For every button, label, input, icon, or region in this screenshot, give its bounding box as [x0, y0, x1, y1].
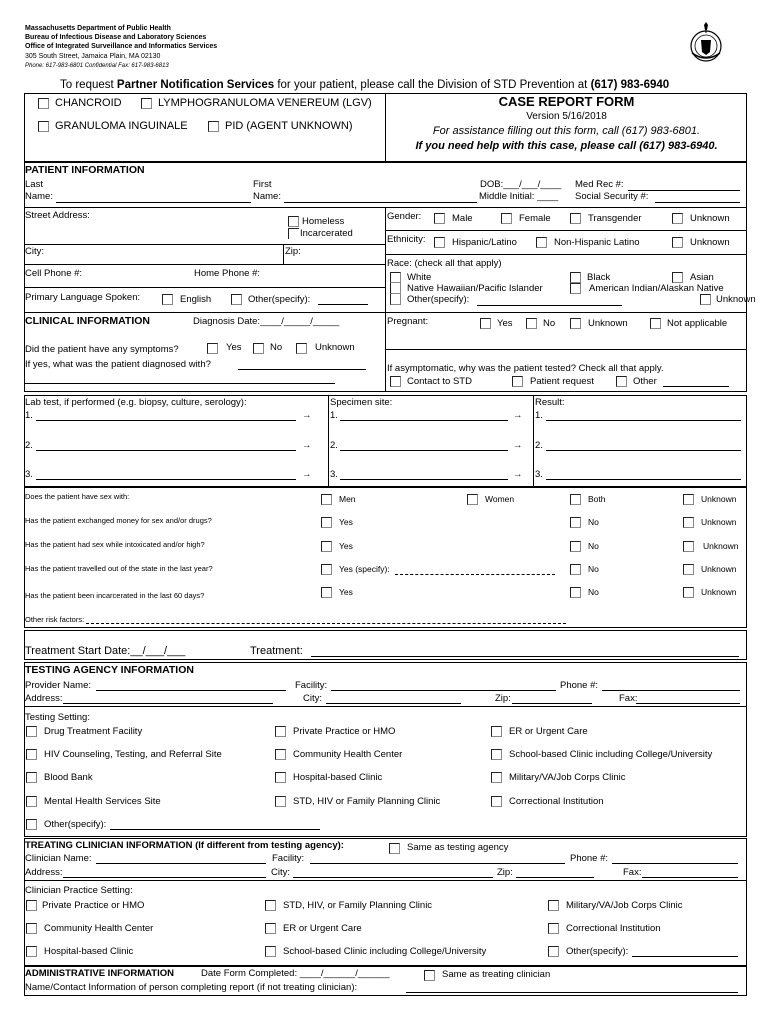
date-completed-field[interactable]: Date Form Completed: ____/______/______ — [201, 968, 390, 979]
clinic-correctional-checkbox[interactable] — [548, 923, 559, 934]
symptoms-yes-label: Yes — [226, 342, 242, 353]
symptoms-no-checkbox[interactable] — [253, 343, 264, 354]
clinician-city-field[interactable] — [293, 877, 493, 878]
agency-zip-field[interactable] — [512, 703, 592, 704]
asian-label: Asian — [690, 272, 714, 283]
setting-school-label: School-based Clinic including College/University — [509, 749, 713, 760]
gender-male-checkbox[interactable] — [434, 213, 445, 224]
clinician-zip-label: Zip: — [497, 867, 513, 878]
med-rec-label: Med Rec #: — [575, 179, 624, 190]
cell-phone-label: Cell Phone #: — [25, 268, 83, 279]
setting-blood-bank-checkbox[interactable] — [26, 772, 37, 783]
sex-unknown-label: Unknown — [701, 494, 737, 504]
clinic-school-label: School-based Clinic including College/University — [283, 946, 487, 957]
granuloma-inguinale-checkbox[interactable] — [38, 121, 49, 132]
setting-hospital-checkbox[interactable] — [275, 772, 286, 783]
incarcerated-unknown-label: Unknown — [701, 587, 737, 597]
english-checkbox[interactable] — [162, 294, 173, 305]
asym-other-field[interactable] — [663, 386, 729, 387]
language-other-field[interactable] — [318, 304, 368, 305]
other-risk-field[interactable] — [86, 623, 566, 624]
language-other-checkbox[interactable] — [231, 294, 242, 305]
exchanged-no-label: No — [588, 517, 599, 527]
setting-er-checkbox[interactable] — [491, 726, 502, 737]
race-unknown-label: Unknown — [716, 294, 756, 305]
gender-unknown-label: Unknown — [690, 213, 730, 224]
clinician-address-label: Address: — [25, 867, 63, 878]
treatment-field[interactable] — [311, 656, 739, 657]
setting-std-clinic-label: STD, HIV or Family Planning Clinic — [293, 796, 441, 807]
clinician-name-label: Clinician Name: — [25, 853, 92, 864]
lab-row-2-number: 2. — [25, 440, 33, 451]
incarcerated-label: Incarcerated — [300, 228, 353, 239]
result-label: Result: — [535, 397, 565, 408]
race-aian-checkbox[interactable] — [570, 283, 581, 294]
arrow-icon: → — [302, 440, 312, 451]
pregnant-yes-label: Yes — [497, 318, 513, 329]
clinician-phone-label: Phone #: — [570, 853, 609, 864]
agency-phone-label: Phone #: — [560, 680, 599, 691]
clinic-school-checkbox[interactable] — [265, 946, 276, 957]
same-as-agency-label: Same as testing agency — [407, 842, 509, 853]
specimen-row-1-number: 1. — [330, 410, 338, 421]
race-unknown-checkbox[interactable] — [700, 294, 711, 305]
women-label: Women — [485, 494, 515, 504]
incarcerated-yes-checkbox[interactable] — [321, 587, 332, 598]
pregnant-no-checkbox[interactable] — [526, 318, 537, 329]
same-as-clinician-label: Same as treating clinician — [442, 969, 551, 980]
non-hispanic-checkbox[interactable] — [536, 237, 547, 248]
setting-mental-health-label: Mental Health Services Site — [44, 796, 161, 807]
pregnant-na-checkbox[interactable] — [650, 318, 661, 329]
language-other-label: Other(specify): — [248, 294, 311, 305]
result-2-field[interactable] — [546, 450, 741, 451]
header-phone: Phone: 617-983-6801 Confidential Fax: 617-983-6813 — [25, 63, 169, 69]
facility-field[interactable] — [331, 690, 556, 691]
first-name-field[interactable] — [284, 202, 477, 203]
race-other-field[interactable] — [477, 305, 622, 306]
clinic-other-field[interactable] — [632, 956, 738, 957]
agency-zip-label: Zip: — [495, 693, 511, 704]
header-address: 305 South Street, Jamaica Plain, MA 02130 — [25, 53, 161, 60]
patient-info-heading: PATIENT INFORMATION — [25, 164, 145, 176]
intoxicated-unknown-checkbox[interactable] — [683, 541, 694, 552]
exchanged-no-checkbox[interactable] — [570, 517, 581, 528]
city-label: City: — [25, 246, 44, 257]
setting-hiv-counseling-checkbox[interactable] — [26, 749, 37, 760]
other-risk-label: Other risk factors: — [25, 615, 85, 624]
agency-address-field[interactable] — [63, 703, 273, 704]
intoxicated-yes-label: Yes — [339, 541, 353, 551]
symptoms-question: Did the patient have any symptoms? — [25, 344, 179, 355]
race-other-checkbox[interactable] — [390, 294, 401, 305]
intoxicated-question: Has the patient had sex while intoxicated and/or high? — [25, 540, 205, 549]
patient-request-label: Patient request — [530, 376, 594, 387]
ethnicity-unknown-label: Unknown — [690, 237, 730, 248]
treatment-label: Treatment: — [250, 645, 303, 657]
specimen-row-2-number: 2. — [330, 440, 338, 451]
arrow-icon: → — [513, 440, 523, 451]
agency-fax-field[interactable] — [636, 703, 740, 704]
patient-request-checkbox[interactable] — [512, 376, 523, 387]
sex-both-checkbox[interactable] — [570, 494, 581, 505]
exchanged-money-question: Has the patient exchanged money for sex and/or drugs? — [25, 516, 212, 525]
agency-phone-field[interactable] — [602, 690, 740, 691]
race-white-checkbox[interactable] — [390, 272, 401, 283]
lab-test-label: Lab test, if performed (e.g. biopsy, culture, serology): — [25, 397, 247, 408]
english-label: English — [180, 294, 212, 305]
sex-men-checkbox[interactable] — [321, 494, 332, 505]
clinician-fax-label: Fax: — [623, 867, 642, 878]
pregnant-yes-checkbox[interactable] — [480, 318, 491, 329]
incarcerated-question: Has the patient been incarcerated in the last 60 days? — [25, 591, 205, 600]
symptoms-unknown-checkbox[interactable] — [296, 343, 307, 354]
asym-other-label: Other — [633, 376, 657, 387]
arrow-icon: → — [513, 410, 523, 421]
zip-label: Zip: — [285, 246, 301, 257]
exchanged-yes-label: Yes — [339, 517, 353, 527]
setting-correctional-label: Correctional Institution — [509, 796, 604, 807]
clinician-fax-field[interactable] — [642, 877, 738, 878]
hispanic-checkbox[interactable] — [434, 237, 445, 248]
testing-agency-heading: TESTING AGENCY INFORMATION — [25, 664, 194, 676]
language-label: Primary Language Spoken: — [25, 292, 141, 303]
clinic-std-checkbox[interactable] — [265, 900, 276, 911]
sex-unknown-checkbox[interactable] — [683, 494, 694, 505]
race-black-checkbox[interactable] — [570, 272, 581, 283]
incarcerated-yes-label: Yes — [339, 587, 353, 597]
diagnosis-date-field[interactable]: Diagnosis Date:____/_____/_____ — [193, 316, 340, 327]
pid-label: PID (AGENT UNKNOWN) — [225, 120, 353, 132]
header-office: Office of Integrated Surveillance and Informatics Services — [25, 43, 218, 50]
clinic-private-practice-checkbox[interactable] — [26, 900, 37, 911]
travelled-unknown-label: Unknown — [701, 564, 737, 574]
clinic-community-label: Community Health Center — [44, 923, 154, 934]
clinician-name-field[interactable] — [96, 863, 266, 864]
chancroid-label: CHANCROID — [55, 97, 122, 109]
setting-hiv-counseling-label: HIV Counseling, Testing, and Referral Site — [44, 749, 222, 760]
exchanged-yes-checkbox[interactable] — [321, 517, 332, 528]
diagnosed-with-field[interactable] — [238, 369, 366, 370]
gender-female-checkbox[interactable] — [501, 213, 512, 224]
homeless-label: Homeless — [302, 216, 345, 227]
ssn-field[interactable] — [655, 202, 740, 203]
incarcerated-checkbox[interactable] — [288, 228, 299, 239]
incarcerated-no-label: No — [588, 587, 599, 597]
travelled-no-checkbox[interactable] — [570, 564, 581, 575]
same-as-clinician-checkbox[interactable] — [424, 970, 435, 981]
setting-military-label: Military/VA/Job Corps Clinic — [509, 772, 626, 783]
race-label: Race: (check all that apply) — [387, 258, 502, 269]
clinician-address-field[interactable] — [63, 877, 266, 878]
agency-fax-label: Fax: — [619, 693, 638, 704]
street-address-label: Street Address: — [25, 210, 90, 221]
setting-drug-treatment-label: Drug Treatment Facility — [44, 726, 143, 737]
men-label: Men — [339, 494, 356, 504]
clinic-military-checkbox[interactable] — [548, 900, 559, 911]
clinic-military-label: Military/VA/Job Corps Clinic — [566, 900, 683, 911]
clinician-setting-label: Clinician Practice Setting: — [25, 885, 133, 896]
travelled-yes-label: Yes (specify): — [339, 564, 390, 574]
intoxicated-yes-checkbox[interactable] — [321, 541, 332, 552]
setting-private-practice-label: Private Practice or HMO — [293, 726, 396, 737]
clinic-other-label: Other(specify): — [566, 946, 629, 957]
clinician-facility-label: Facility: — [272, 853, 305, 864]
symptoms-no-label: No — [270, 342, 283, 353]
clinician-heading: TREATING CLINICIAN INFORMATION (If different from testing agency): — [25, 840, 344, 851]
setting-community-health-checkbox[interactable] — [275, 749, 286, 760]
assistance-text: For assistance filling out this form, call (617) 983-6801. — [432, 125, 701, 137]
completer-contact-label: Name/Contact Information of person completing report (if not treating clinician): — [25, 982, 358, 993]
first-name-label: Name: — [253, 191, 281, 202]
intoxicated-no-label: No — [588, 541, 599, 551]
help-text: If you need help with this case, please call (617) 983-6940. — [415, 140, 718, 152]
specimen-row-3-number: 3. — [330, 469, 338, 480]
risk-box — [24, 487, 747, 628]
aian-label: American Indian/Alaskan Native — [589, 283, 724, 294]
travelled-no-label: No — [588, 564, 599, 574]
ssn-label: Social Security #: — [575, 191, 649, 202]
transgender-label: Transgender — [588, 213, 642, 224]
setting-other-checkbox[interactable] — [26, 819, 37, 830]
race-nhpi-checkbox[interactable] — [390, 283, 401, 294]
asym-other-checkbox[interactable] — [616, 376, 627, 387]
clinic-private-practice-label: Private Practice or HMO — [42, 900, 145, 911]
clinic-er-label: ER or Urgent Care — [283, 923, 362, 934]
clinician-phone-field[interactable] — [612, 863, 738, 864]
clinic-er-checkbox[interactable] — [265, 923, 276, 934]
same-as-agency-checkbox[interactable] — [389, 843, 400, 854]
male-label: Male — [452, 213, 473, 224]
homeless-checkbox[interactable] — [288, 216, 299, 227]
provider-name-field[interactable] — [96, 690, 286, 691]
incarcerated-unknown-checkbox[interactable] — [683, 587, 694, 598]
admin-heading: ADMINISTRATIVE INFORMATION — [25, 968, 174, 979]
travelled-question: Has the patient travelled out of the state in the last year? — [25, 564, 213, 573]
exchanged-unknown-label: Unknown — [701, 517, 737, 527]
result-row-2-number: 2. — [535, 440, 543, 451]
setting-hospital-label: Hospital-based Clinic — [293, 772, 383, 783]
symptoms-yes-checkbox[interactable] — [207, 343, 218, 354]
specimen-2-field[interactable] — [340, 450, 508, 451]
pregnant-na-label: Not applicable — [667, 318, 728, 329]
contact-std-label: Contact to STD — [407, 376, 472, 387]
lab-row-1-number: 1. — [25, 410, 33, 421]
sex-with-question: Does the patient have sex with: — [25, 492, 130, 501]
diagnosed-with-field-2[interactable] — [25, 383, 335, 384]
black-label: Black — [587, 272, 611, 283]
clinic-community-checkbox[interactable] — [26, 923, 37, 934]
form-title: CASE REPORT FORM — [498, 94, 635, 109]
pregnant-no-label: No — [543, 318, 556, 329]
travelled-yes-checkbox[interactable] — [321, 564, 332, 575]
first-label: First — [253, 179, 272, 190]
ethnicity-unknown-checkbox[interactable] — [672, 237, 683, 248]
arrow-icon: → — [302, 410, 312, 421]
result-row-3-number: 3. — [535, 469, 543, 480]
lgv-checkbox[interactable] — [141, 98, 152, 109]
result-3-field[interactable] — [546, 479, 741, 480]
clinic-hospital-label: Hospital-based Clinic — [44, 946, 134, 957]
specimen-1-field[interactable] — [340, 420, 508, 421]
agency-address-label: Address: — [25, 693, 63, 704]
pregnant-unknown-checkbox[interactable] — [570, 318, 581, 329]
setting-mental-health-checkbox[interactable] — [26, 796, 37, 807]
specimen-3-field[interactable] — [340, 479, 508, 480]
treatment-start-date-field[interactable]: Treatment Start Date:__/___/___ — [25, 645, 186, 657]
race-asian-checkbox[interactable] — [672, 272, 683, 283]
clinic-correctional-label: Correctional Institution — [566, 923, 661, 934]
chancroid-checkbox[interactable] — [38, 98, 49, 109]
contact-std-checkbox[interactable] — [390, 376, 401, 387]
pregnant-unknown-label: Unknown — [588, 318, 628, 329]
setting-other-label: Other(specify): — [44, 819, 107, 830]
partner-notification-request: To request Partner Notification Services for your patient, please call the Division of STD Prevention at (617) 983-6940 — [60, 79, 670, 91]
female-label: Female — [519, 213, 551, 224]
lgv-label: LYMPHOGRANULOMA VENEREUM (LGV) — [158, 97, 372, 109]
gender-unknown-checkbox[interactable] — [672, 213, 683, 224]
last-name-label: Name: — [25, 191, 53, 202]
ethnicity-label: Ethnicity: — [387, 234, 426, 245]
setting-school-checkbox[interactable] — [491, 749, 502, 760]
setting-other-field[interactable] — [110, 829, 320, 830]
header-dept: Massachusetts Department of Public Health — [25, 25, 171, 32]
setting-community-health-label: Community Health Center — [293, 749, 403, 760]
arrow-icon: → — [302, 469, 312, 480]
setting-std-clinic-checkbox[interactable] — [275, 796, 286, 807]
dob-field[interactable]: DOB:___/___/____ — [480, 179, 562, 190]
home-phone-label: Home Phone #: — [194, 268, 261, 279]
asymptomatic-question: If asymptomatic, why was the patient tested? Check all that apply. — [387, 363, 664, 374]
clinical-info-heading: CLINICAL INFORMATION — [25, 315, 151, 327]
travelled-specify-field[interactable] — [395, 574, 555, 575]
both-label: Both — [588, 494, 606, 504]
travelled-unknown-checkbox[interactable] — [683, 564, 694, 575]
agency-city-label: City: — [303, 693, 322, 704]
diagnosed-with-label: If yes, what was the patient diagnosed with? — [25, 359, 211, 370]
clinic-other-checkbox[interactable] — [548, 946, 559, 957]
form-version: Version 5/16/2018 — [526, 111, 607, 122]
lab-test-2-field[interactable] — [36, 450, 296, 451]
hispanic-label: Hispanic/Latino — [452, 237, 517, 248]
last-name-field[interactable] — [56, 202, 251, 203]
intoxicated-no-checkbox[interactable] — [570, 541, 581, 552]
massachusetts-seal-icon — [688, 21, 724, 63]
setting-military-checkbox[interactable] — [491, 772, 502, 783]
clinician-zip-field[interactable] — [516, 877, 594, 878]
testing-setting-label: Testing Setting: — [25, 712, 90, 723]
incarcerated-no-checkbox[interactable] — [570, 587, 581, 598]
clinician-facility-field[interactable] — [310, 863, 565, 864]
agency-city-field[interactable] — [326, 703, 461, 704]
result-1-field[interactable] — [546, 420, 741, 421]
pid-checkbox[interactable] — [208, 121, 219, 132]
nhpi-label: Native Hawaiian/Pacific Islander — [407, 283, 543, 294]
setting-correctional-checkbox[interactable] — [491, 796, 502, 807]
last-label: Last — [25, 179, 43, 190]
symptoms-unknown-label: Unknown — [315, 342, 355, 353]
clinician-city-label: City: — [271, 867, 290, 878]
specimen-site-label: Specimen site: — [330, 397, 393, 408]
lab-test-1-field[interactable] — [36, 420, 296, 421]
lab-box — [24, 395, 747, 487]
setting-er-label: ER or Urgent Care — [509, 726, 588, 737]
race-other-label: Other(specify): — [407, 294, 470, 305]
arrow-icon: → — [513, 469, 523, 480]
setting-blood-bank-label: Blood Bank — [44, 772, 93, 783]
white-label: White — [407, 272, 432, 283]
gender-transgender-checkbox[interactable] — [570, 213, 581, 224]
pregnant-label: Pregnant: — [387, 316, 429, 327]
middle-initial-field[interactable]: Middle Initial: ____ — [479, 191, 559, 202]
provider-name-label: Provider Name: — [25, 680, 91, 691]
lab-row-3-number: 3. — [25, 469, 33, 480]
intoxicated-unknown-label: Unknown — [703, 541, 739, 551]
header-bureau: Bureau of Infectious Disease and Laboratory Sciences — [25, 34, 207, 41]
granuloma-inguinale-label: GRANULOMA INGUINALE — [55, 120, 188, 132]
result-row-1-number: 1. — [535, 410, 543, 421]
gender-label: Gender: — [387, 211, 422, 222]
non-hispanic-label: Non-Hispanic Latino — [554, 237, 640, 248]
clinic-hospital-checkbox[interactable] — [26, 946, 37, 957]
facility-label: Facility: — [295, 680, 328, 691]
clinic-std-label: STD, HIV, or Family Planning Clinic — [283, 900, 433, 911]
exchanged-unknown-checkbox[interactable] — [683, 517, 694, 528]
setting-private-practice-checkbox[interactable] — [275, 726, 286, 737]
completer-contact-field[interactable] — [406, 992, 738, 993]
setting-drug-treatment-checkbox[interactable] — [26, 726, 37, 737]
lab-test-3-field[interactable] — [36, 479, 296, 480]
sex-women-checkbox[interactable] — [467, 494, 478, 505]
